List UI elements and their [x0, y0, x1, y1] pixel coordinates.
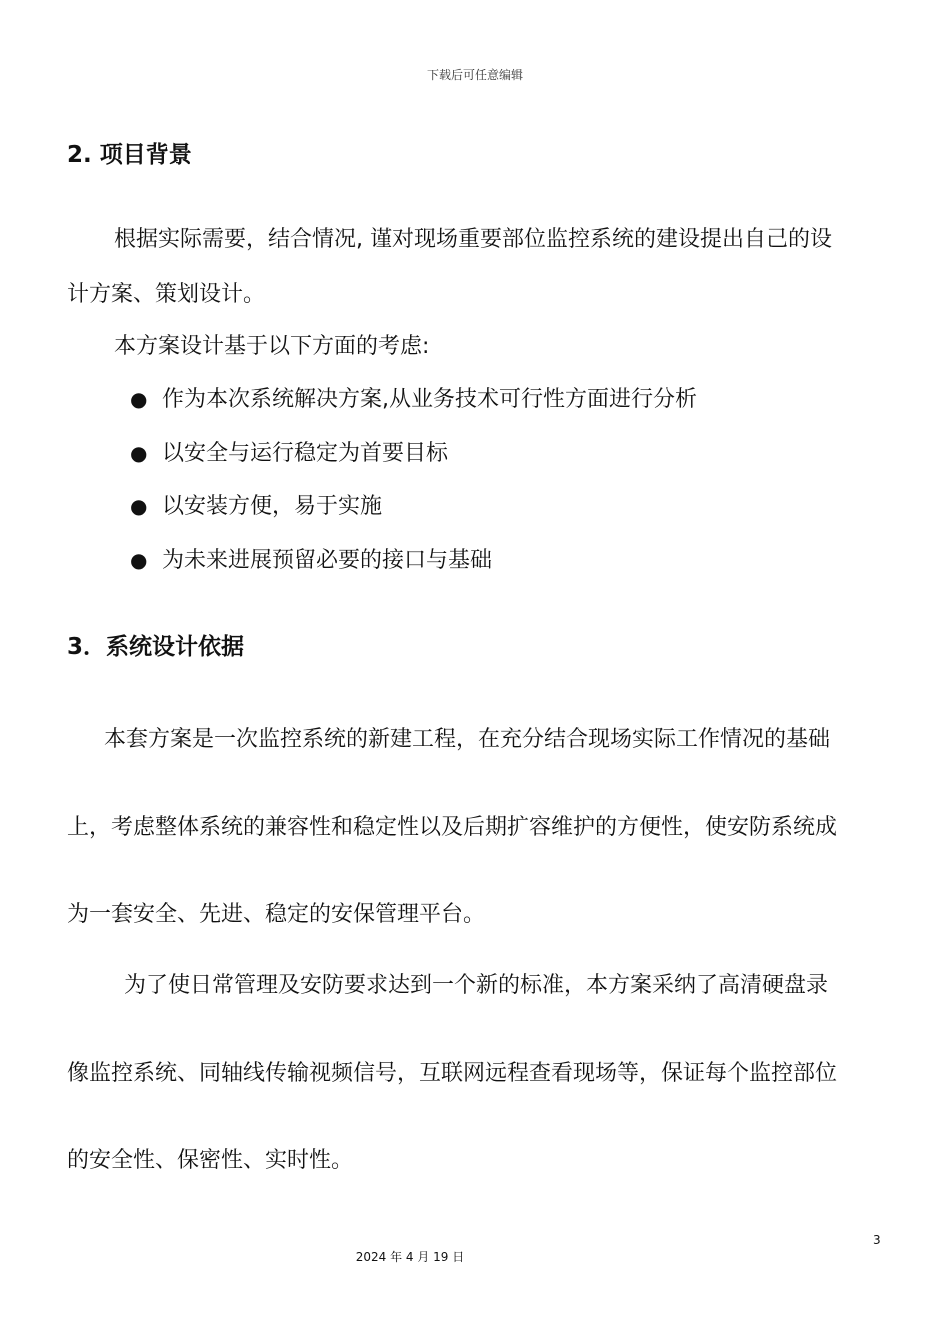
bullet-item: [130, 543, 492, 574]
paragraph-line: 像监控系统、同轴线传输视频信号，互联网远程查看现场等，保证每个监控部位: [67, 1061, 838, 1086]
paragraph-line: 根据实际需要，结合情况, 谨对现场重要部位监控系统的建设提出自己的设: [114, 227, 832, 252]
bullet-item: [130, 382, 697, 413]
section-3-paragraph-2: [67, 968, 882, 1178]
page-header: 下载后可任意编辑: [426, 68, 523, 82]
section-2-paragraph-1: [67, 222, 882, 307]
paragraph-line: 为了使日常管理及安防要求达到一个新的标准，本方案采纳了高清硬盘录: [124, 973, 829, 998]
paragraph-line: 的安全性、保密性、实时性。: [67, 1148, 354, 1173]
paragraph-line: 计方案、策划设计。: [67, 282, 266, 307]
bullet-icon: ●: [130, 387, 148, 411]
page-number: 3: [873, 1233, 881, 1247]
bullet-text: 以安全与运行稳定为首要目标: [162, 441, 449, 466]
bullet-icon: ●: [130, 494, 148, 518]
bullet-text: 为未来进展预留必要的接口与基础: [162, 548, 493, 573]
paragraph-line: 为一套安全、先进、稳定的安保管理平台。: [67, 902, 486, 927]
section-3-heading: 3．系统设计依据: [67, 634, 245, 660]
footer-date: 2024 年 4 月 19 日: [355, 1250, 465, 1264]
paragraph-line: 本套方案是一次监控系统的新建工程，在充分结合现场实际工作情况的基础: [104, 727, 831, 752]
paragraph-line: 上，考虑整体系统的兼容性和稳定性以及后期扩容维护的方便性，使安防系统成: [67, 815, 838, 840]
bullet-icon: ●: [130, 548, 148, 572]
bullet-item: [130, 489, 382, 520]
section-3-paragraph-1: [67, 722, 882, 932]
section-2-paragraph-2: 本方案设计基于以下方面的考虑:: [114, 334, 430, 359]
section-2-heading: 2. 项目背景: [67, 142, 192, 168]
bullet-item: [130, 436, 448, 467]
bullet-text: 以安装方便，易于实施: [162, 494, 383, 519]
bullet-icon: ●: [130, 441, 148, 465]
bullet-text: 作为本次系统解决方案,从业务技术可行性方面进行分析: [162, 387, 697, 412]
